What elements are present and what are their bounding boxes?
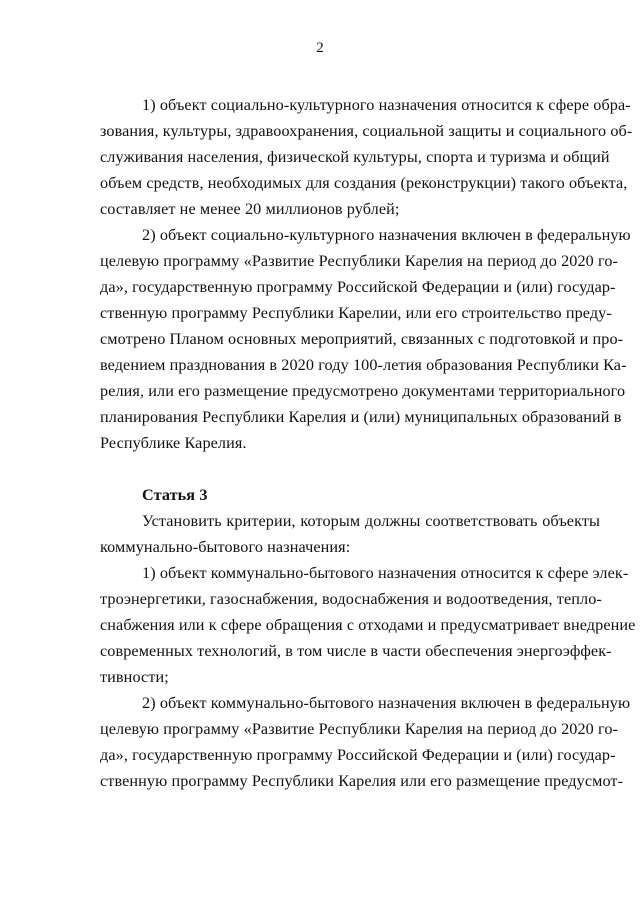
page-number: 2 — [316, 40, 324, 56]
paragraph-line: планирования Республики Карелия и (или) муниципальных образований в — [100, 408, 622, 426]
paragraph-line: целевую программу «Развитие Республики Карелия на период до 2020 го- — [100, 720, 619, 738]
paragraph-line: 2) объект коммунально-бытового назначения включен в федеральную — [142, 694, 631, 712]
paragraph-line: 1) объект коммунально-бытового назначения относится к сфере элек- — [142, 564, 629, 582]
paragraph-line: да», государственную программу Российской Федерации и (или) государ- — [100, 746, 616, 764]
paragraph-line: ственную программу Республики Карелия или его размещение предусмот- — [100, 772, 624, 790]
paragraph-line: составляет не менее 20 миллионов рублей; — [100, 200, 400, 218]
paragraph-line: троэнергетики, газоснабжения, водоснабжения и водоотведения, тепло- — [100, 590, 602, 608]
paragraph-line: служивания населения, физической культуры, спорта и туризма и общий — [100, 148, 610, 166]
paragraph-line: ведением празднования в 2020 году 100-летия образования Республики Ка- — [100, 356, 627, 374]
article-heading: Статья 3 — [142, 486, 208, 504]
paragraph-line: 2) объект социально-культурного назначения включен в федеральную — [142, 226, 631, 244]
paragraph-line: коммунально-бытового назначения: — [100, 538, 351, 556]
paragraph-line: релия, или его размещение предусмотрено документами территориального — [100, 382, 626, 400]
paragraph-line: объем средств, необходимых для создания (реконструкции) такого объекта, — [100, 174, 628, 192]
paragraph-line: 1) объект социально-культурного назначения относится к сфере обра- — [142, 96, 631, 114]
paragraph-line: зования, культуры, здравоохранения, социальной защиты и социального об- — [100, 122, 633, 140]
paragraph-line: целевую программу «Развитие Республики Карелия на период до 2020 го- — [100, 252, 619, 270]
paragraph-line: тивности; — [100, 668, 169, 686]
paragraph-line: современных технологий, в том числе в части обеспечения энергоэффек- — [100, 642, 612, 660]
paragraph-line: Установить критерии, которым должны соответствовать объекты — [142, 512, 600, 530]
paragraph-line: да», государственную программу Российской Федерации и (или) государ- — [100, 278, 616, 296]
paragraph-line: снабжения или к сфере обращения с отходами и предусматривает внедрение — [100, 616, 636, 634]
paragraph-line: Республике Карелия. — [100, 434, 247, 452]
paragraph-line: ственную программу Республики Карелии, или его строительство преду- — [100, 304, 612, 322]
paragraph-line: смотрено Планом основных мероприятий, связанных с подготовкой и про- — [100, 330, 624, 348]
